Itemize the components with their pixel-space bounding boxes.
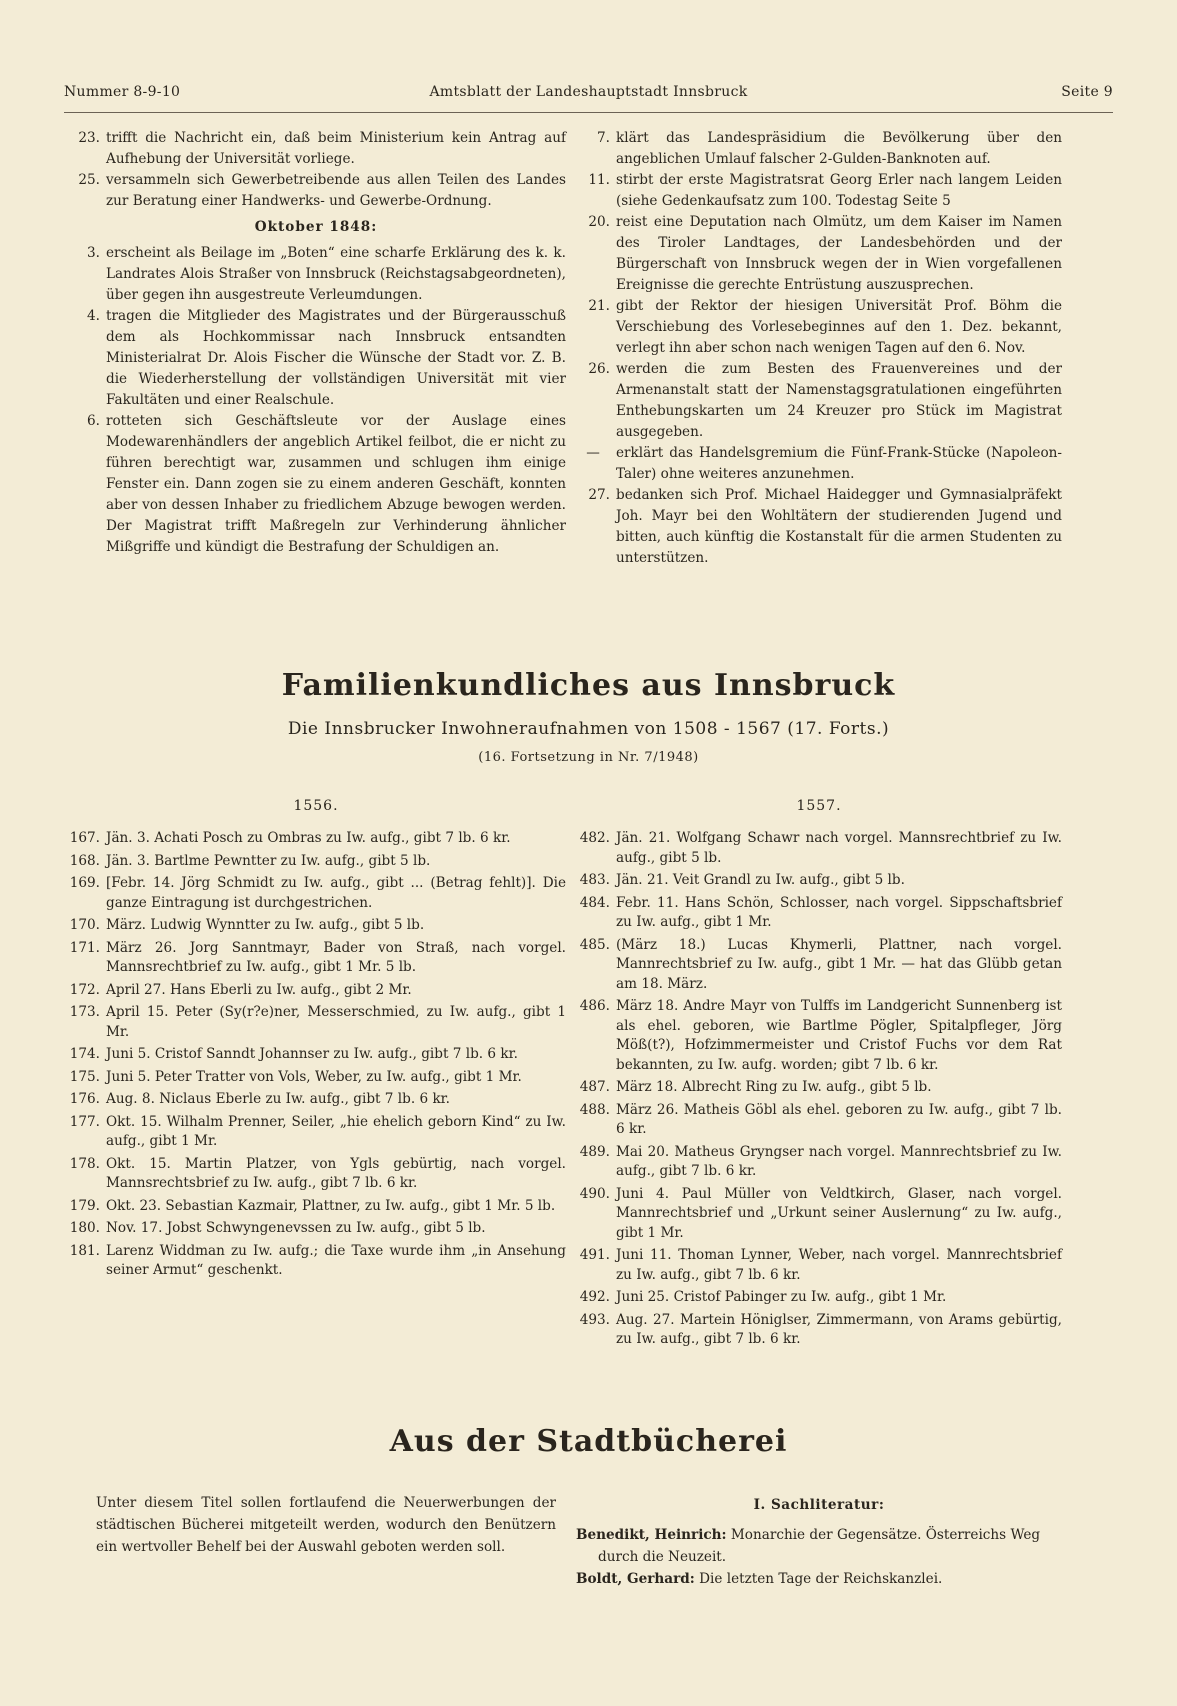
chronicle-left-column — [66, 128, 566, 558]
register-entry: 173. April 15. Peter (Sy(r?e)ner, Messerschmied, zu Iw. aufg., gibt 1 Mr. — [69, 1004, 566, 1040]
register-entry: 489. Mai 20. Matheus Gryngser nach vorgel. Mannrechtsbrief zu Iw. aufg., gibt 7 lb. 6 kr. — [579, 1143, 1062, 1179]
page-number: Seite 9 — [1061, 84, 1113, 100]
section-continuation-note: (16. Fortsetzung in Nr. 7/1948) — [478, 750, 699, 765]
chronicle-entry: 27. bedanken sich Prof. Michael Haidegger und Gymnasialpräfekt Joh. Mayr bei den Wohltätern der studierenden Jugend und bitten, auch künftig die Kostanstalt für die armen Studenten zu unterstützen. — [588, 487, 1062, 566]
register-entry: 177. Okt. 15. Wilhalm Prenner, Seiler, „hie ehelich geborn Kind“ zu Iw. aufg., gibt 1 Mr. — [69, 1113, 566, 1149]
publication-title: Amtsblatt der Landeshauptstadt Innsbruck — [429, 84, 748, 100]
register-entry: 181. Larenz Widdman zu Iw. aufg.; die Taxe wurde ihm „in Ansehung seiner Armut“ geschenkt. — [69, 1242, 566, 1278]
register-entry: 171. März 26. Jorg Sanntmayr, Bader von Straß, nach vorgel. Mannsrechtbrief zu Iw. aufg., gibt 1 Mr. 5 lb. — [69, 939, 566, 975]
book-entry — [576, 1524, 1062, 1568]
book-title: Monarchie der Gegensätze. Österreichs Weg durch die Neuzeit. — [598, 1527, 1041, 1565]
chronicle-entry: 26. werden die zum Besten des Frauenvereines und der Armenanstalt statt der Namenstagsgratulationen eingeführten Enthebungskarten um 24 Kreuzer pro Stück im Magistrat ausgegeben. — [588, 361, 1062, 440]
year-heading-right: 1557. — [796, 798, 842, 814]
register-entry: 170. März. Ludwig Wynntter zu Iw. aufg., gibt 5 lb. — [69, 917, 425, 933]
issue-number: Nummer 8-9-10 — [64, 84, 181, 100]
chronicle-entry: 21. gibt der Rektor der hiesigen Universität Prof. Böhm die Verschiebung des Vorlesebeginnes auf den 1. Dez. bekannt, verlegt ihn aber schon nach wenigen Tagen auf den 6. Nov. — [588, 298, 1062, 356]
register-entry: 482. Jän. 21. Wolfgang Schawr nach vorgel. Mannsrechtbrief zu Iw. aufg., gibt 5 lb. — [579, 830, 1062, 866]
page-header — [64, 84, 1113, 106]
section-title-city-library: Aus der Stadtbücherei — [389, 1424, 788, 1459]
book-entry — [576, 1568, 1062, 1590]
register-right-column — [576, 829, 1062, 1350]
register-entry: 180. Nov. 17. Jobst Schwyngenevssen zu Iw. aufg., gibt 5 lb. — [69, 1220, 486, 1236]
register-entry: 485. (März 18.) Lucas Khymerli, Plattner, nach vorgel. Mannrechtsbrief zu Iw. aufg., gibt 1 Mr. — hat das Glübb getan am 18. März. — [579, 936, 1062, 992]
register-entry: 484. Febr. 11. Hans Schön, Schlosser, nach vorgel. Sippschaftsbrief zu Iw. aufg., gibt 1 Mr. — [579, 894, 1062, 930]
register-entry: 492. Juni 25. Cristof Pabinger zu Iw. aufg., gibt 1 Mr. — [579, 1289, 947, 1305]
section-subtitle: Die Innsbrucker Inwohneraufnahmen von 1508 - 1567 (17. Forts.) — [287, 719, 890, 739]
chronicle-entry: 25. versammeln sich Gewerbetreibende aus allen Teilen des Landes zur Beratung einer Handwerks- und Gewerbe-Ordnung. — [78, 172, 566, 209]
register-entry: 487. März 18. Albrecht Ring zu Iw. aufg., gibt 5 lb. — [579, 1079, 932, 1095]
register-entry: 168. Jän. 3. Bartlme Pewntter zu Iw. aufg., gibt 5 lb. — [69, 852, 431, 869]
book-title: Die letzten Tage der Reichskanzlei. — [699, 1571, 943, 1587]
register-entry: 486. März 18. Andre Mayr von Tulffs im Landgericht Sunnenberg ist als ehel. geboren, wie Bartlme Pögler, Spitalpfleger, Jörg Möß(t?), Hofzimmermeister und Cristof Fuchs vor dem Rat bekannten, zu Iw. aufg. worden; gibt 7 lb. 6 kr. — [579, 998, 1062, 1073]
chronicle-entry: 6. rotteten sich Geschäftsleute vor der Auslage eines Modewarenhändlers der angeblich Artikel feilbot, die er nicht zu führen berechtigt war, zusammen und schlugen ihm einige Fenster ein. Dann zogen sie zu einem anderen Geschäft, konnten aber von dessen Inhaber zu friedlichem Abzuge bewogen werden. Der Magistrat trifft Maßregeln zur Verhinderung ähnlicher Mißgriffe und kündigt die Bestrafung der Schuldigen an. — [87, 413, 566, 555]
book-author: Boldt, Gerhard: — [576, 1571, 695, 1587]
chronicle-entry: 7. klärt das Landespräsidium die Bevölkerung über den angeblichen Umlauf falscher 2-Gulden-Banknoten auf. — [597, 130, 1062, 167]
header-rule — [64, 112, 1113, 113]
chronicle-entry: — erklärt das Handelsgremium die Fünf-Frank-Stücke (Napoleon-Taler) ohne weiteres anzunehmen. — [586, 445, 1062, 482]
register-entry: 178. Okt. 15. Martin Platzer, von Ygls gebürtig, nach vorgel. Mannsrechtsbrief zu Iw. aufg., gibt 7 lb. 6 kr. — [69, 1155, 566, 1191]
register-entry: 167. Jän. 3. Achati Posch zu Ombras zu Iw. aufg., gibt 7 lb. 6 kr. — [69, 830, 511, 846]
chronicle-entry: 20. reist eine Deputation nach Olmütz, um dem Kaiser im Namen des Tiroler Landtages, der Landesbehörden und der Bürgerschaft von Innsbruck wegen der in Wien vorgefallenen Ereignisse die gerechte Entrüstung auszusprechen. — [588, 214, 1062, 293]
month-subheading: Oktober 1848: — [254, 219, 378, 235]
register-entry: 174. Juni 5. Cristof Sanndt Johannser zu Iw. aufg., gibt 7 lb. 6 kr. — [69, 1046, 518, 1062]
register-entry: 175. Juni 5. Peter Tratter von Vols, Weber, zu Iw. aufg., gibt 1 Mr. — [69, 1068, 522, 1085]
register-entry: 179. Okt. 23. Sebastian Kazmair, Plattner, zu Iw. aufg., gibt 1 Mr. 5 lb. — [69, 1197, 556, 1214]
chronicle-entry: 3. erscheint als Beilage im „Boten“ eine scharfe Erklärung des k. k. Landrates Alois Straßer von Innsbruck (Reichstagsabgeordneten), über gegen ihn ausgestreute Verleumdungen. — [87, 245, 566, 303]
register-entry: 493. Aug. 27. Martein Höniglser, Zimmermann, von Arams gebürtig, zu Iw. aufg., gibt 7 lb. 6 kr. — [579, 1311, 1062, 1347]
register-entry: 169. [Febr. 14. Jörg Schmidt zu Iw. aufg., gibt ... (Betrag fehlt)]. Die ganze Eintragung ist durchgestrichen. — [69, 875, 566, 911]
register-left-column — [66, 829, 566, 1281]
list-heading: I. Sachliteratur: — [753, 1497, 885, 1513]
book-author: Benedikt, Heinrich: — [576, 1527, 727, 1543]
chronicle-entry: 4. tragen die Mitglieder des Magistrates und der Bürgerausschuß dem als Hochkommissar nach Innsbruck entsandten Ministerialrat Dr. Alois Fischer die Wünsche der Stadt vor. Z. B. die Wiederherstellung der vollständigen Universität mit vier Fakultäten und einer Realschule. — [87, 308, 566, 408]
register-entry: 483. Jän. 21. Veit Grandl zu Iw. aufg., gibt 5 lb. — [579, 872, 905, 888]
chronicle-right-column — [576, 128, 1062, 569]
register-entry: 488. März 26. Matheis Göbl als ehel. geboren zu Iw. aufg., gibt 7 lb. 6 kr. — [579, 1101, 1062, 1137]
register-entry: 176. Aug. 8. Niclaus Eberle zu Iw. aufg., gibt 7 lb. 6 kr. — [69, 1091, 451, 1107]
chronicle-entry: 23. trifft die Nachricht ein, daß beim Ministerium kein Antrag auf Aufhebung der Universität vorliege. — [78, 130, 566, 167]
register-entry: 491. Juni 11. Thoman Lynner, Weber, nach vorgel. Mannrechtsbrief zu Iw. aufg., gibt 7 lb. 6 kr. — [579, 1247, 1062, 1283]
library-intro-text: Unter diesem Titel sollen fortlaufend die Neuerwerbungen der städtischen Bücherei mitgeteilt werden, wodurch den Benützern ein wertvoller Behelf bei der Auswahl geboten werden soll. — [96, 1495, 556, 1555]
register-entry: 490. Juni 4. Paul Müller von Veldtkirch, Glaser, nach vorgel. Mannrechtsbrief und „Urkunt seiner Auslernung“ zu Iw. aufg., gibt 1 Mr. — [579, 1185, 1062, 1241]
library-acquisitions-list — [576, 1494, 1062, 1590]
section-title-family-history: Familienkundliches aus Innsbruck — [281, 668, 896, 703]
register-entry: 172. April 27. Hans Eberli zu Iw. aufg., gibt 2 Mr. — [69, 981, 412, 998]
chronicle-entry: 11. stirbt der erste Magistratsrat Georg Erler nach langem Leiden (siehe Gedenkaufsatz zum 100. Todestag Seite 5 — [588, 172, 1062, 209]
year-heading-left: 1556. — [293, 798, 339, 814]
